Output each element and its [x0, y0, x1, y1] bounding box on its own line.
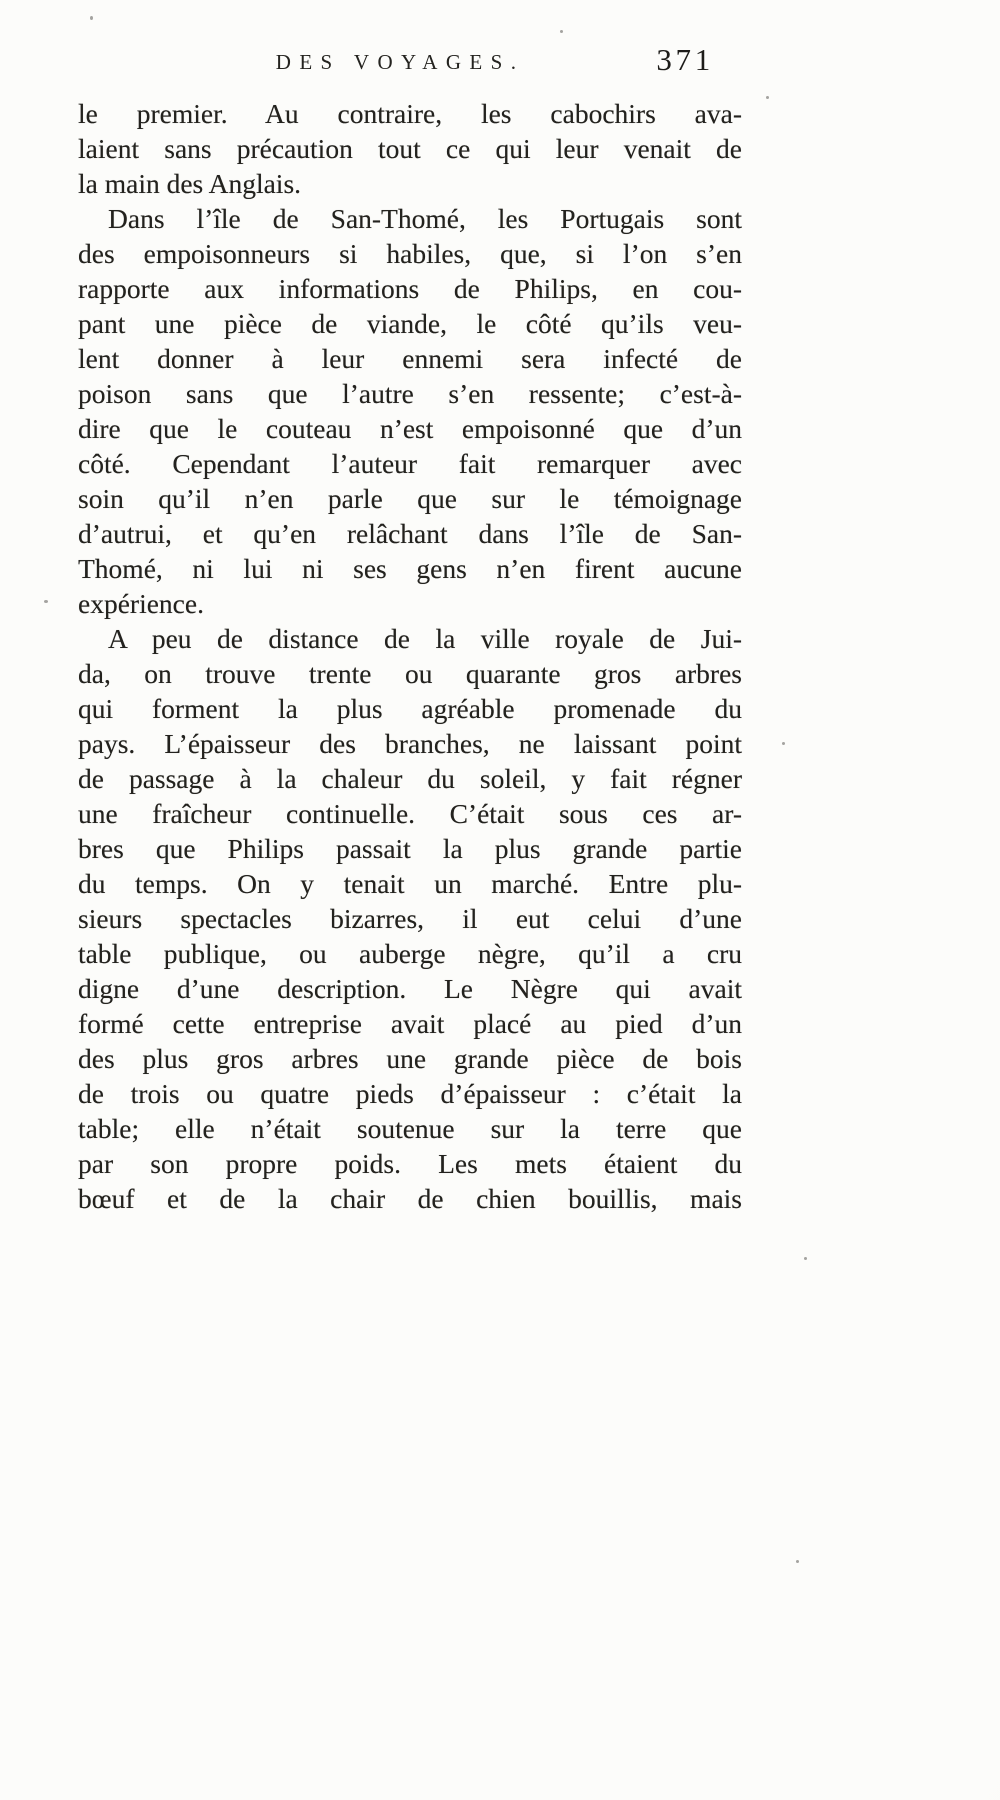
running-header [78, 40, 742, 88]
text-line: des plus gros arbres une grande pièce de bois [78, 1043, 742, 1074]
text-line: poison sans que l’autre s’en ressente; c’est-à- [78, 378, 742, 409]
scan-speck [766, 96, 769, 99]
text-line: par son propre poids. Les mets étaient du [78, 1148, 742, 1179]
text-line: qui forment la plus agréable promenade du [78, 693, 742, 724]
text-line: expérience. [78, 588, 204, 619]
text-line: du temps. On y tenait un marché. Entre plu- [78, 868, 742, 899]
text-line: laient sans précaution tout ce qui leur venait de [78, 133, 742, 164]
text-line: côté. Cependant l’auteur fait remarquer avec [78, 448, 742, 479]
scan-speck [804, 1257, 807, 1260]
page-number: 371 [656, 42, 714, 77]
text-line: de trois ou quatre pieds d’épaisseur : c’était la [78, 1078, 742, 1109]
body-text [78, 96, 742, 1216]
text-block [78, 40, 742, 1216]
text-line: bres que Philips passait la plus grande partie [78, 833, 742, 864]
text-line: bœuf et de la chair de chien bouillis, mais [78, 1183, 742, 1214]
scan-speck [796, 1560, 799, 1563]
text-line: sieurs spectacles bizarres, il eut celui d’une [78, 903, 742, 934]
text-line: A peu de distance de la ville royale de Jui- [108, 623, 742, 654]
text-line: rapporte aux informations de Philips, en cou- [78, 273, 742, 304]
text-line: d’autrui, et qu’en relâchant dans l’île de San- [78, 518, 742, 549]
text-line: formé cette entreprise avait placé au pied d’un [78, 1008, 742, 1039]
scan-speck [782, 742, 785, 745]
scan-speck [44, 600, 48, 603]
text-line: pant une pièce de viande, le côté qu’ils veu- [78, 308, 742, 339]
text-line: le premier. Au contraire, les cabochirs ava- [78, 98, 742, 129]
text-line: dire que le couteau n’est empoisonné que d’un [78, 413, 742, 444]
paragraph [78, 96, 742, 201]
running-title: DES VOYAGES. [275, 50, 525, 74]
text-line: digne d’une description. Le Nègre qui avait [78, 973, 742, 1004]
text-line: table; elle n’était soutenue sur la terre que [78, 1113, 742, 1144]
paragraph [78, 201, 742, 621]
scan-speck [90, 16, 93, 20]
text-line: Thomé, ni lui ni ses gens n’en firent aucune [78, 553, 742, 584]
text-line: da, on trouve trente ou quarante gros arbres [78, 658, 742, 689]
paragraph [78, 621, 742, 1216]
text-line: lent donner à leur ennemi sera infecté de [78, 343, 742, 374]
text-line: une fraîcheur continuelle. C’était sous ces ar- [78, 798, 742, 829]
text-line: de passage à la chaleur du soleil, y fait régner [78, 763, 742, 794]
text-line: pays. L’épaisseur des branches, ne laissant point [78, 728, 742, 759]
text-line: Dans l’île de San-Thomé, les Portugais sont [108, 203, 742, 234]
text-line: des empoisonneurs si habiles, que, si l’on s’en [78, 238, 742, 269]
text-line: soin qu’il n’en parle que sur le témoignage [78, 483, 742, 514]
scan-speck [560, 30, 563, 33]
text-line: table publique, ou auberge nègre, qu’il a cru [78, 938, 742, 969]
text-line: la main des Anglais. [78, 168, 302, 199]
